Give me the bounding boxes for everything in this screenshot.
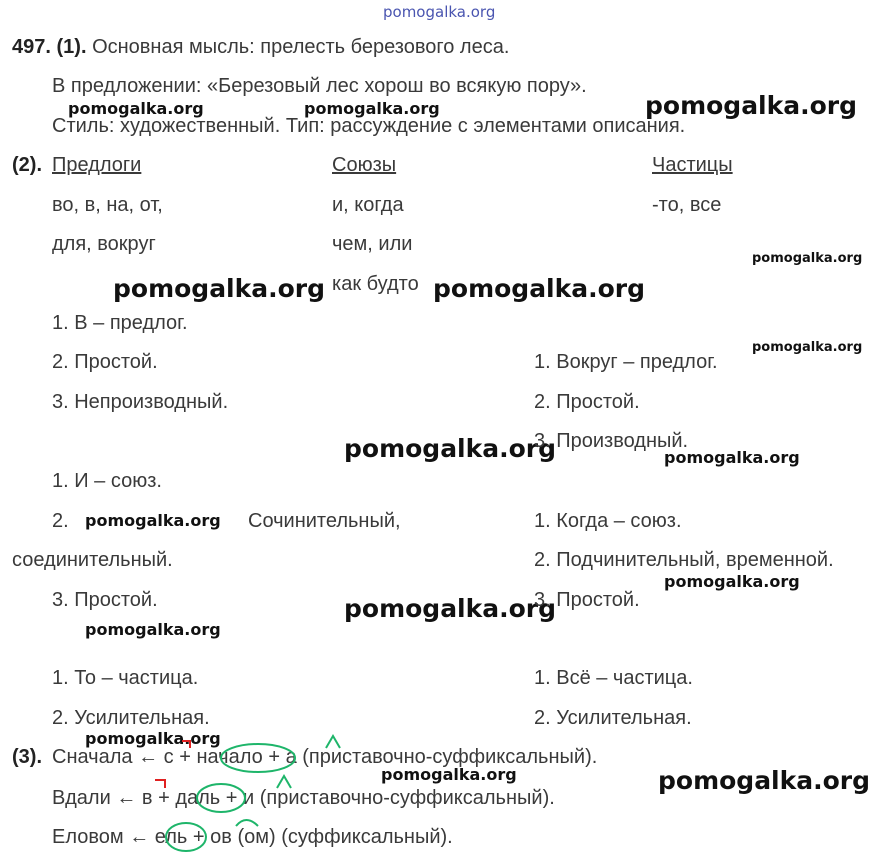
analysis-v-line: 3. Непроизводный.: [52, 391, 229, 413]
watermark: pomogalka.org: [68, 99, 204, 118]
watermark: pomogalka.org: [304, 99, 440, 118]
watermark: pomogalka.org: [381, 765, 517, 784]
suffix: ов: [210, 826, 232, 848]
word-analysis-snachala: [52, 745, 597, 769]
plus: +: [268, 746, 280, 768]
root: начало: [196, 746, 263, 768]
analysis-vse-line: 2. Усилительная.: [534, 707, 692, 729]
formation-type: (приставочно-суффиксальный).: [302, 746, 598, 768]
word: Сначала: [52, 746, 133, 768]
plus: +: [192, 826, 205, 848]
word-analysis-vdali: [52, 786, 555, 810]
analysis-vokrug-line: 1. Вокруг – предлог.: [534, 351, 718, 373]
arrow: ←: [129, 826, 150, 848]
analysis-i-line: 1. И – союз.: [52, 470, 162, 492]
part1-label: (1).: [56, 36, 87, 58]
watermark-top: pomogalka.org: [383, 3, 496, 21]
analysis-vokrug-line: 2. Простой.: [534, 391, 640, 413]
watermark: pomogalka.org: [85, 511, 221, 530]
analysis-i-line: Сочинительный,: [248, 510, 401, 532]
root: ель: [154, 826, 188, 848]
root: даль: [175, 787, 221, 809]
analysis-i-line: 2.: [52, 510, 69, 532]
ending: (ом): [237, 826, 276, 848]
analysis-i-line: 3. Простой.: [52, 589, 158, 611]
watermark: pomogalka.org: [664, 448, 800, 467]
watermark: pomogalka.org: [113, 274, 326, 303]
prefix: с: [163, 746, 174, 768]
analysis-kogda-line: 2. Подчинительный, временной.: [534, 549, 834, 571]
formation-type: (суффиксальный).: [281, 826, 453, 848]
part3-label: (3).: [12, 746, 42, 768]
watermark: pomogalka.org: [85, 729, 221, 748]
watermark: pomogalka.org: [752, 251, 863, 266]
header-conjunctions: Союзы: [332, 154, 397, 176]
watermark: pomogalka.org: [344, 594, 557, 623]
analysis-to-line: 2. Усилительная.: [52, 707, 210, 729]
plus: +: [158, 787, 170, 809]
prepositions-line: во, в, на, от,: [52, 194, 163, 216]
style-type: Стиль: художественный. Тип: рассуждение с элементами описания.: [52, 115, 686, 137]
word: Еловом: [52, 826, 124, 848]
header-prepositions: Предлоги: [52, 154, 142, 176]
analysis-v-line: 2. Простой.: [52, 351, 158, 373]
plus: +: [179, 746, 191, 768]
watermark: pomogalka.org: [664, 572, 800, 591]
watermark: pomogalka.org: [658, 766, 871, 795]
suffix: и: [243, 787, 255, 809]
analysis-vse-line: 1. Всё – частица.: [534, 667, 693, 689]
watermark: pomogalka.org: [85, 620, 221, 639]
watermark: pomogalka.org: [344, 434, 557, 463]
plus: +: [225, 787, 238, 809]
conjunctions-line: как будто: [332, 273, 419, 295]
formation-type: (приставочно-суффиксальный).: [259, 787, 555, 809]
header-particles: Частицы: [652, 154, 733, 176]
conjunctions-line: и, когда: [332, 194, 404, 216]
sentence-quote: В предложении: «Березовый лес хорош во всякую пору».: [52, 75, 587, 97]
analysis-to-line: 1. То – частица.: [52, 667, 199, 689]
analysis-kogda-line: 3. Простой.: [534, 589, 640, 611]
watermark: pomogalka.org: [645, 91, 858, 120]
analysis-i-line: соединительный.: [12, 549, 173, 571]
analysis-kogda-line: 1. Когда – союз.: [534, 510, 682, 532]
arrow: ←: [138, 746, 159, 768]
suffix: а: [285, 746, 297, 768]
prefix: в: [141, 787, 153, 809]
particles-line: -то, все: [652, 194, 722, 216]
conjunctions-line: чем, или: [332, 233, 413, 255]
watermark: pomogalka.org: [752, 340, 863, 355]
word-analysis-elovom: [52, 825, 453, 849]
word: Вдали: [52, 787, 111, 809]
arrow: ←: [116, 787, 137, 809]
prepositions-line: для, вокруг: [52, 233, 156, 255]
exercise-number: 497.: [12, 36, 51, 58]
part2-label: (2).: [12, 154, 42, 176]
watermark: pomogalka.org: [433, 274, 646, 303]
main-idea: Основная мысль: прелесть березового леса.: [92, 36, 510, 58]
exercise-header: [12, 35, 509, 59]
analysis-vokrug-line: 3. Производный.: [534, 430, 689, 452]
analysis-v-line: 1. В – предлог.: [52, 312, 188, 334]
